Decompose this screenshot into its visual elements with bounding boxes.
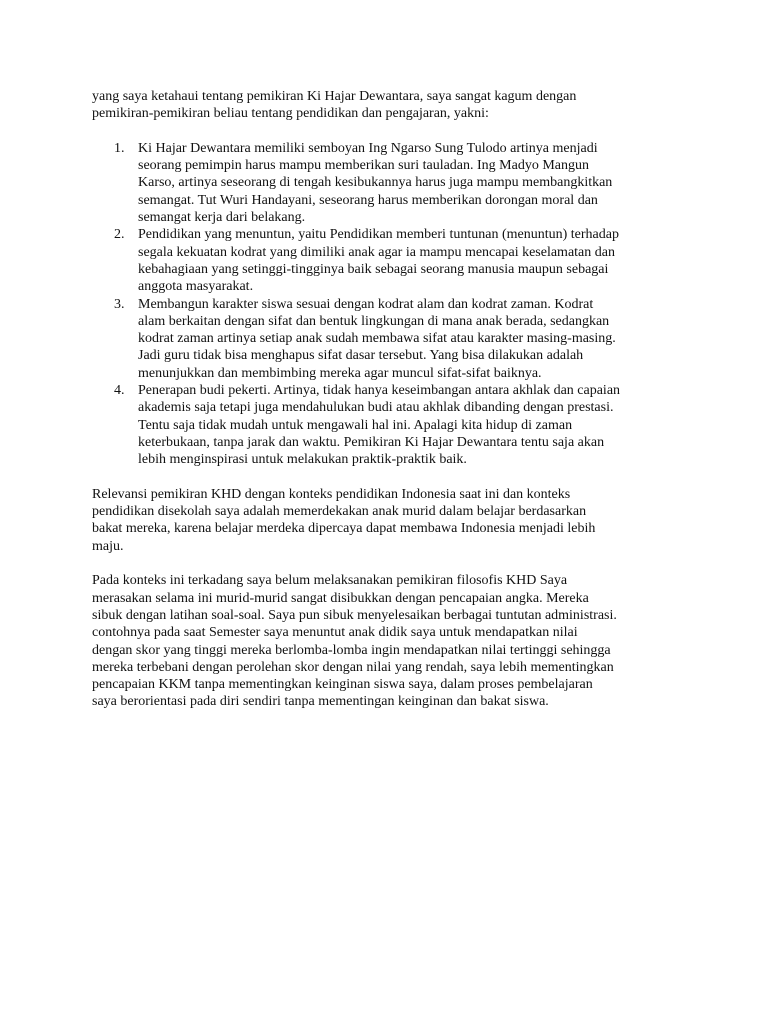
document-body [92,88,682,711]
paragraph-spacer [92,555,682,572]
list-item-number: 1. [114,140,125,156]
relevance-paragraph: Relevansi pemikiran KHD dengan konteks pendidikan Indonesia saat ini dan konteks pendidikan disekolah saya adalah memerdekakan anak murid dalam belajar berdasarkan bakat mereka, karena belajar merdeka dipercaya dapat membawa Indonesia menjadi lebih maju. [92,486,596,554]
intro-paragraph: yang saya ketahaui tentang pemikiran Ki Hajar Dewantara, saya sangat kagum dengan pemikiran-pemikiran beliau tentang pendidikan dan pengajaran, yakni: [92,89,577,122]
list-item [92,382,682,468]
list-item-text: Ki Hajar Dewantara memiliki semboyan Ing Ngarso Sung Tulodo artinya menjadi seorang pemimpin harus mampu memberikan suri tauladan. Ing Madyo Mangun Karso, artinya seseorang di tengah kesibukannya harus juga mampu membangkitkan semangat. Tut Wuri Handayani, seseorang harus memberikan dorongan moral dan semangat kerja dari belakang. [138,140,613,226]
paragraph-spacer [92,469,682,486]
list-item-number: 4. [114,383,125,399]
principles-list [92,140,682,469]
list-item-text: Membangun karakter siswa sesuai dengan kodrat alam dan kodrat zaman. Kodrat alam berkaitan dengan sifat dan bentuk lingkungan di mana anak berada, sedangkan kodrat zaman artinya setiap anak sudah membawa sifat atau karakter masing-masing. Jadi guru tidak bisa menghapus sifat dasar tersebut. Yang bisa dilakukan adalah menunjukkan dan membimbing mereka agar muncul sifat-sifat baiknya. [138,296,616,381]
list-item-text: Penerapan budi pekerti. Artinya, tidak hanya keseimbangan antara akhlak dan capaian akademis saja tetapi juga mendahulukan budi atau akhlak dibanding dengan prestasi. Tentu saja tidak mudah untuk mengawali hal ini. Apalagi kita hidup di zaman keterbukaan, tanpa jarak dan waktu. Pemikiran Ki Hajar Dewantara tentu saja akan lebih menginspirasi untuk melakukan praktik-praktik baik. [138,383,621,468]
list-item [92,226,682,295]
list-item [92,296,682,382]
list-item-number: 3. [114,296,125,312]
list-item [92,140,682,226]
list-item-text: Pendidikan yang menuntun, yaitu Pendidikan memberi tuntunan (menuntun) terhadap segala kekuatan kodrat yang dimiliki anak agar ia mampu mencapai keselamatan dan kebahagiaan yang setinggi-tingginya baik sebagai seorang manusia maupun sebagai anggota masyarakat. [138,227,619,295]
paragraph-spacer [92,123,682,140]
list-item-number: 2. [114,227,125,243]
context-paragraph: Pada konteks ini terkadang saya belum melaksanakan pemikiran filosofis KHD Saya merasakan selama ini murid-murid sangat disibukkan dengan pencapaian angka. Mereka sibuk dengan latihan soal-soal. Saya pun sibuk menyelesaikan berbagai tuntutan administrasi. contohnya pada saat Semester saya menuntut anak didik saya untuk mendapatkan nilai dengan skor yang tinggi mereka berlomba-lomba ingin mendapatkan nilai tertinggi sehingga mereka terbebani dengan perolehan skor dengan nilai yang rendah, saya lebih mementingkan pencapaian KKM tanpa mementingkan keinginan siswa saya, dalam proses pembelajaran saya berorientasi pada diri sendiri tanpa mementingan keinginan dan bakat siswa. [92,573,617,710]
